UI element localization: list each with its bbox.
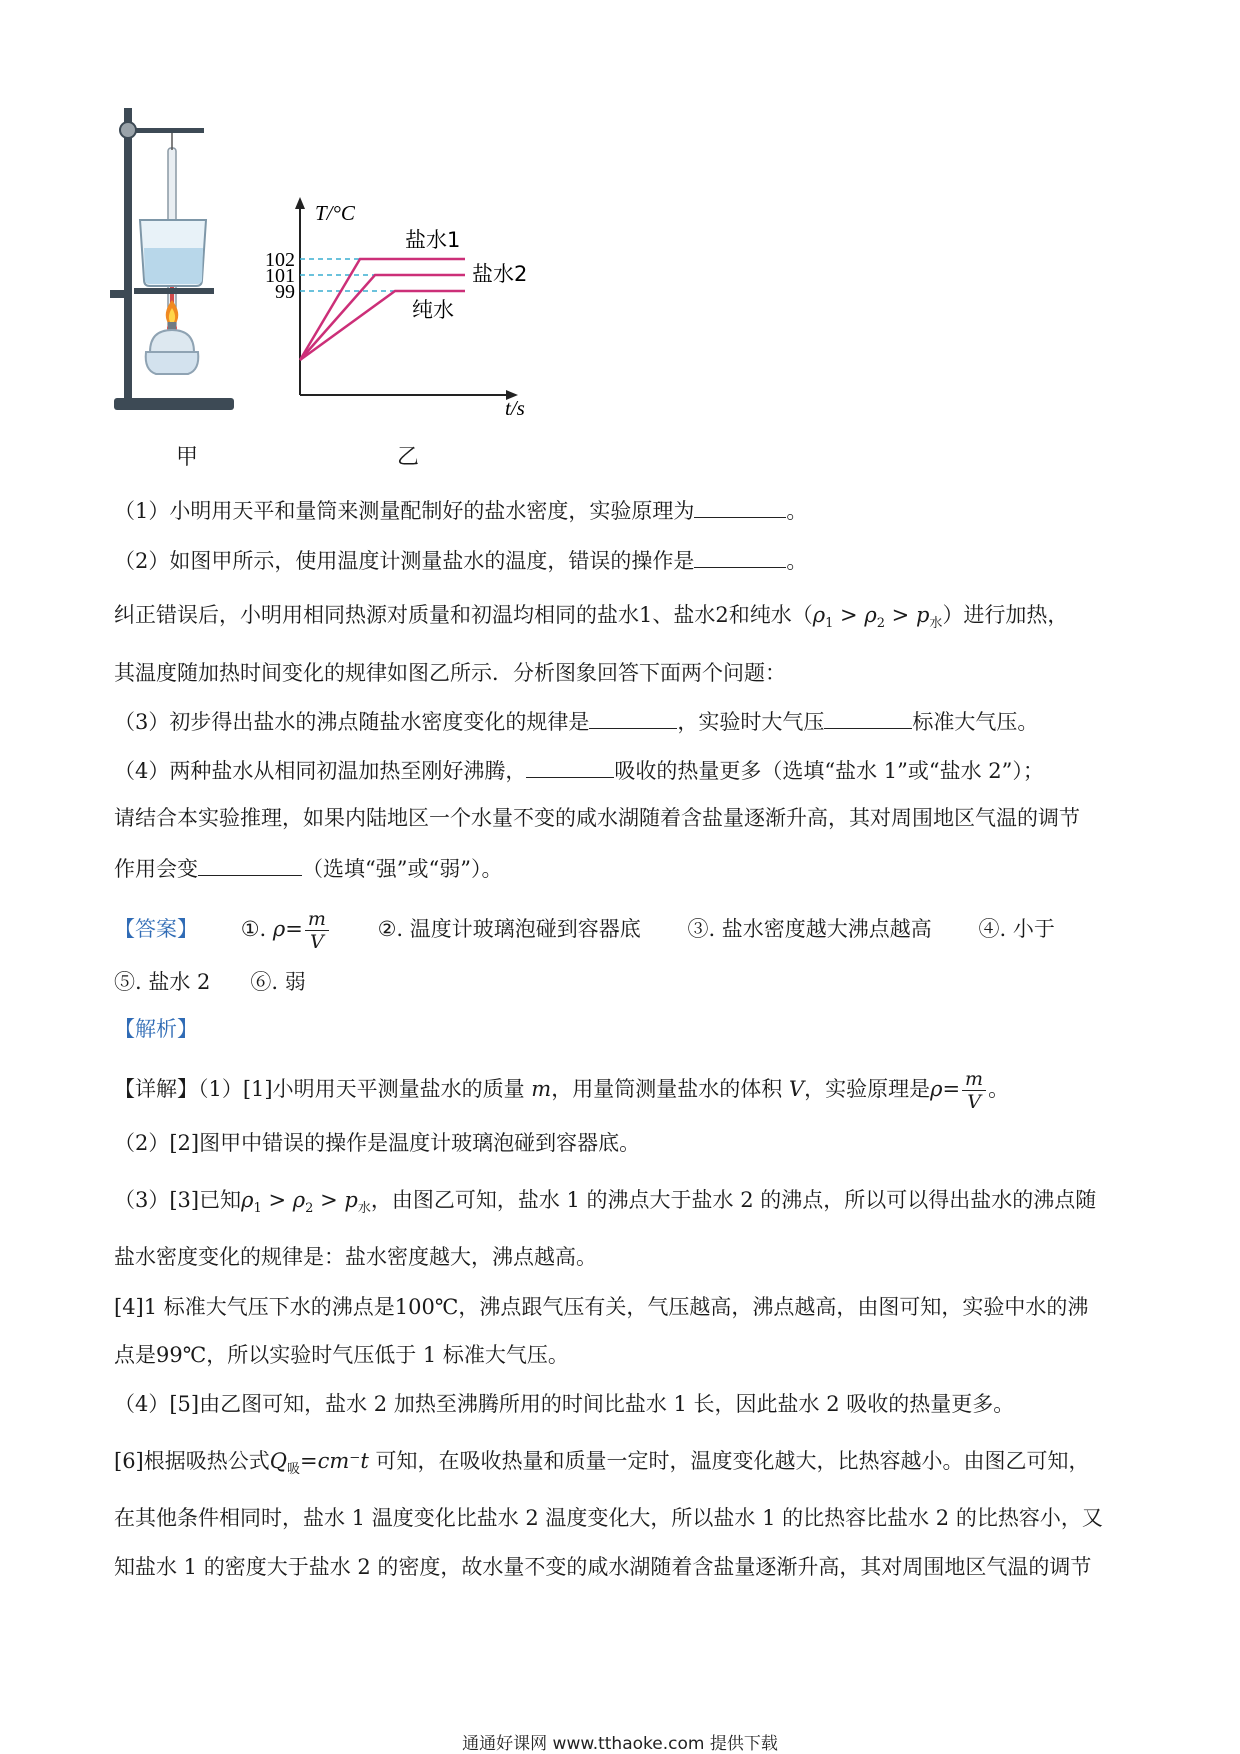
wire-gauze	[134, 288, 214, 294]
tick-99: 99	[275, 281, 295, 303]
figure-jia-caption: 甲	[176, 445, 199, 470]
detail-4-line-2: 点是99℃，所以实验时气压低于 1 标准大气压。	[114, 1343, 569, 1367]
intro-line-2: 其温度随加热时间变化的规律如图乙所示．分析图象回答下面两个问题：	[114, 661, 786, 685]
stand-rod	[124, 108, 132, 400]
alcohol-lamp	[150, 330, 194, 352]
tick-101: 101	[265, 265, 295, 287]
answer-row-2	[114, 967, 306, 997]
question-4-line-2: 请结合本实验推理，如果内陆地区一个水量不变的咸水湖随着含盐量逐渐升高，其对周围地区气温的调节	[114, 806, 1080, 830]
label-pure-water: 纯水	[412, 298, 454, 322]
answer-blank-5[interactable]	[526, 755, 614, 778]
intro-line-1: 纠正错误后，小明用相同热源对质量和初温均相同的盐水1、盐水2和纯水$(\rho_1 > \rho_2 > p_水)$进行加热，	[114, 603, 1069, 632]
question-1: （1）小明用天平和量筒来测量配制好的盐水密度，实验原理为 。	[114, 495, 807, 526]
temperature-chart	[255, 195, 545, 430]
tick-102: 102	[265, 249, 295, 271]
detail-6-line-3: 知盐水 1 的密度大于盐水 2 的密度，故水量不变的咸水湖随着含盐量逐渐升高，其对周围地区气温的调节	[114, 1555, 1092, 1579]
clamp-knob	[120, 122, 136, 138]
question-4-line-3: 作用会变 （选填“强”或“弱”）。	[114, 853, 502, 884]
detail-6-line-2: 在其他条件相同时，盐水 1 温度变化比盐水 2 温度变化大，所以盐水 1 的比热容比盐水 2 的比热容小，又	[114, 1506, 1103, 1530]
detail-1: 【详解】（1）[1]小明用天平测量盐水的质量 m，用量筒测量盐水的体积 V，实验原理是ρ= $\frac{m}{V}$ 。	[114, 1068, 1010, 1113]
figure-yi-caption: 乙	[397, 445, 420, 470]
detail-4: [4]1 标准大气压下水的沸点是100℃，沸点跟气压有关，气压越高，沸点越高，由图可知，实验中水的沸	[114, 1295, 1089, 1319]
answer-blank-3[interactable]	[589, 706, 677, 729]
detail-3-line-2: 盐水密度变化的规律是：盐水密度越大，沸点越高。	[114, 1245, 597, 1269]
analysis-tag: 【解析】	[114, 1017, 198, 1041]
detail-3: （3）[3]已知$\rho_1 > \rho_2 > p_水$，由图乙可知，盐水 1 的沸点大于盐水 2 的沸点，所以可以得出盐水的沸点随	[114, 1188, 1097, 1217]
question-2: （2）如图甲所示，使用温度计测量盐水的温度，错误的操作是 。	[114, 545, 807, 576]
answer-blank-2[interactable]	[694, 545, 786, 568]
question-4: （4）两种盐水从相同初温加热至刚好沸腾， 吸收的热量更多（选填“盐水 1”或“盐水 2”）；	[114, 755, 1044, 786]
answer-6: ⑥. 弱	[250, 970, 306, 994]
answer-blank-4[interactable]	[824, 706, 912, 729]
detail-5: （4）[5]由乙图可知，盐水 2 加热至沸腾所用的时间比盐水 1 长，因此盐水 2 吸收的热量更多。	[114, 1392, 1015, 1416]
answer-tag: 【答案】	[114, 917, 198, 941]
y-axis-label: T/°C	[315, 201, 355, 225]
answer-3: ③. 盐水密度越大沸点越高	[687, 917, 932, 941]
label-saltwater-1: 盐水1	[405, 228, 461, 252]
answer-row-1: 【答案】 ①. ρ= $\frac{m}{V}$ ②. 温度计玻璃泡碰到容器底 ③. 盐水密度越大沸点越高 ④. 小于	[114, 908, 1055, 953]
answer-2: ②. 温度计玻璃泡碰到容器底	[377, 917, 641, 941]
x-axis-label: t/s	[505, 396, 525, 420]
footer-credit: 通通好课网 www.tthaoke.com 提供下载	[462, 1734, 778, 1754]
detail-2: （2）[2]图甲中错误的操作是温度计玻璃泡碰到容器底。	[114, 1131, 641, 1155]
detail-6: [6]根据吸热公式$Q_吸=cm^-t$ 可知，在吸收热量和质量一定时，温度变化越大，比热容越小。由图乙可知，	[114, 1449, 1090, 1478]
answer-4: ④. 小于	[978, 917, 1055, 941]
answer-5: ⑤. 盐水 2	[114, 970, 211, 994]
label-saltwater-2: 盐水2	[472, 262, 528, 286]
question-3: （3）初步得出盐水的沸点随盐水密度变化的规律是 ，实验时大气压 标准大气压。	[114, 706, 1038, 737]
answer-blank-1[interactable]	[694, 495, 786, 518]
apparatus-figure	[110, 108, 250, 423]
answer-blank-6[interactable]	[198, 853, 302, 876]
